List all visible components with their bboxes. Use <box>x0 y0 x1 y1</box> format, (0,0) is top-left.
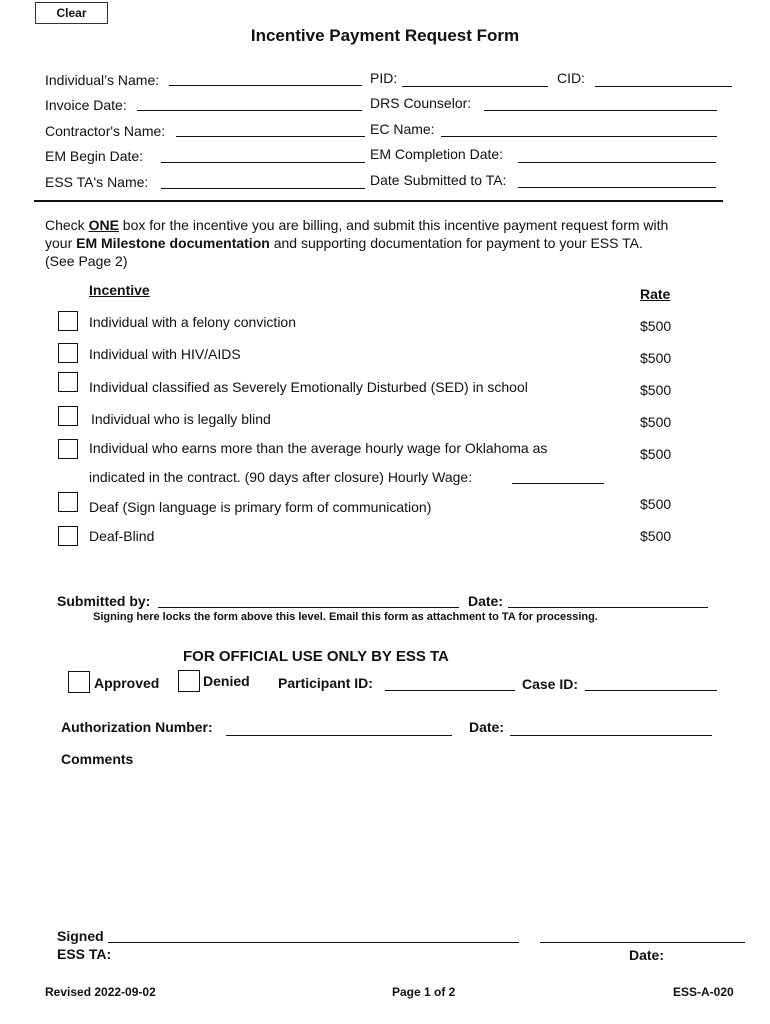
incentive-checkbox-felony[interactable] <box>58 311 78 331</box>
cid-label: CID: <box>557 70 585 86</box>
em-begin-date-label: EM Begin Date: <box>45 148 144 164</box>
auth-date-label: Date: <box>469 719 505 735</box>
case-id-label: Case ID: <box>522 676 579 692</box>
auth-date-field[interactable] <box>510 735 712 736</box>
incentive-rate: $500 <box>640 350 672 366</box>
incentive-rate: $500 <box>640 382 672 398</box>
instr-text-1: Check <box>45 217 89 233</box>
incentive-label: Individual with a felony conviction <box>89 314 297 330</box>
clear-button[interactable]: Clear <box>35 2 108 24</box>
form-title: Incentive Payment Request Form <box>250 26 520 45</box>
denied-checkbox[interactable] <box>178 670 200 692</box>
hourly-wage-field[interactable] <box>512 483 604 484</box>
participant-id-label: Participant ID: <box>278 675 373 691</box>
pid-label: PID: <box>370 70 398 86</box>
authorization-number-field[interactable] <box>226 735 452 736</box>
ec-name-label: EC Name: <box>370 121 435 137</box>
incentive-rate: $500 <box>640 318 672 334</box>
instr-text-2: box for the incentive you are billing, and submit this incentive payment request form with <box>118 217 669 233</box>
comments-label: Comments <box>61 751 134 767</box>
incentive-checkbox-blind[interactable] <box>58 406 78 426</box>
incentive-rate: $500 <box>640 414 672 430</box>
individual-name-label: Individual’s Name: <box>45 72 160 88</box>
incentive-rate: $500 <box>640 446 672 462</box>
incentive-label: Deaf (Sign language is primary form of communication) <box>89 499 432 515</box>
em-completion-date-label: EM Completion Date: <box>370 146 504 162</box>
contractor-name-label: Contractor's Name: <box>45 123 166 139</box>
drs-counselor-label: DRS Counselor: <box>370 95 472 111</box>
footer-page-number: Page 1 of 2 <box>392 985 456 999</box>
drs-counselor-field[interactable] <box>484 110 717 111</box>
incentive-checkbox-sed[interactable] <box>58 372 78 392</box>
pid-field[interactable] <box>402 86 548 87</box>
instr-text-5: (See Page 2) <box>45 253 128 269</box>
official-use-header: FOR OFFICIAL USE ONLY BY ESS TA <box>183 648 449 665</box>
signature-date-field[interactable] <box>540 942 745 943</box>
em-completion-date-field[interactable] <box>518 162 716 163</box>
ess-ta-label: ESS TA: <box>57 946 112 962</box>
incentive-label: Deaf-Blind <box>89 528 155 544</box>
denied-label: Denied <box>203 673 250 689</box>
approved-label: Approved <box>94 675 160 691</box>
instr-text-3: your <box>45 235 77 251</box>
incentive-checkbox-deaf[interactable] <box>58 492 78 512</box>
incentive-checkbox-hiv[interactable] <box>58 343 78 363</box>
instr-em-milestone: EM Milestone documentation <box>76 235 270 251</box>
wage-line-label: indicated in the contract. (90 days after closure) Hourly Wage: <box>89 469 473 485</box>
approved-checkbox[interactable] <box>68 671 90 693</box>
submitted-date-label: Date: <box>468 593 504 609</box>
incentive-checkbox-wage[interactable] <box>58 439 78 459</box>
signed-label: Signed <box>57 928 104 944</box>
footer-revised: Revised 2022-09-02 <box>45 985 156 999</box>
incentive-label: Individual who earns more than the average hourly wage for Oklahoma as <box>89 440 548 456</box>
signature-date-label: Date: <box>629 947 665 963</box>
incentive-rate: $500 <box>640 528 672 544</box>
incentive-header: Incentive <box>89 282 150 298</box>
signing-note: Signing here locks the form above this level. Email this form as attachment to TA for processing. <box>93 611 598 623</box>
submitted-by-label: Submitted by: <box>57 593 151 609</box>
incentive-label: Individual with HIV/AIDS <box>89 346 241 362</box>
submitted-by-field[interactable] <box>158 607 459 608</box>
ec-name-field[interactable] <box>441 136 717 137</box>
em-begin-date-field[interactable] <box>161 162 365 163</box>
instr-one: ONE <box>88 217 119 233</box>
authorization-number-label: Authorization Number: <box>61 719 213 735</box>
invoice-date-label: Invoice Date: <box>45 97 127 113</box>
ess-ta-name-field[interactable] <box>161 188 365 189</box>
rate-header: Rate <box>640 286 671 302</box>
ess-ta-name-label: ESS TA's Name: <box>45 174 149 190</box>
incentive-label: Individual who is legally blind <box>91 411 271 427</box>
section-divider <box>34 200 723 202</box>
participant-id-field[interactable] <box>385 690 515 691</box>
date-submitted-label: Date Submitted to TA: <box>370 172 507 188</box>
submitted-date-field[interactable] <box>508 607 708 608</box>
instructions <box>45 216 735 270</box>
date-submitted-field[interactable] <box>518 187 716 188</box>
individual-name-field[interactable] <box>169 85 362 86</box>
incentive-rate: $500 <box>640 496 672 512</box>
comments-field[interactable] <box>60 772 720 922</box>
cid-field[interactable] <box>595 86 732 87</box>
instr-text-4: and supporting documentation for payment to your ESS TA. <box>269 235 643 251</box>
incentive-label: Individual classified as Severely Emotionally Disturbed (SED) in school <box>89 379 528 395</box>
incentive-checkbox-deaf-blind[interactable] <box>58 526 78 546</box>
invoice-date-field[interactable] <box>137 110 362 111</box>
case-id-field[interactable] <box>585 690 717 691</box>
signature-field[interactable] <box>108 942 519 943</box>
contractor-name-field[interactable] <box>176 136 365 137</box>
footer-form-id: ESS-A-020 <box>673 985 734 999</box>
